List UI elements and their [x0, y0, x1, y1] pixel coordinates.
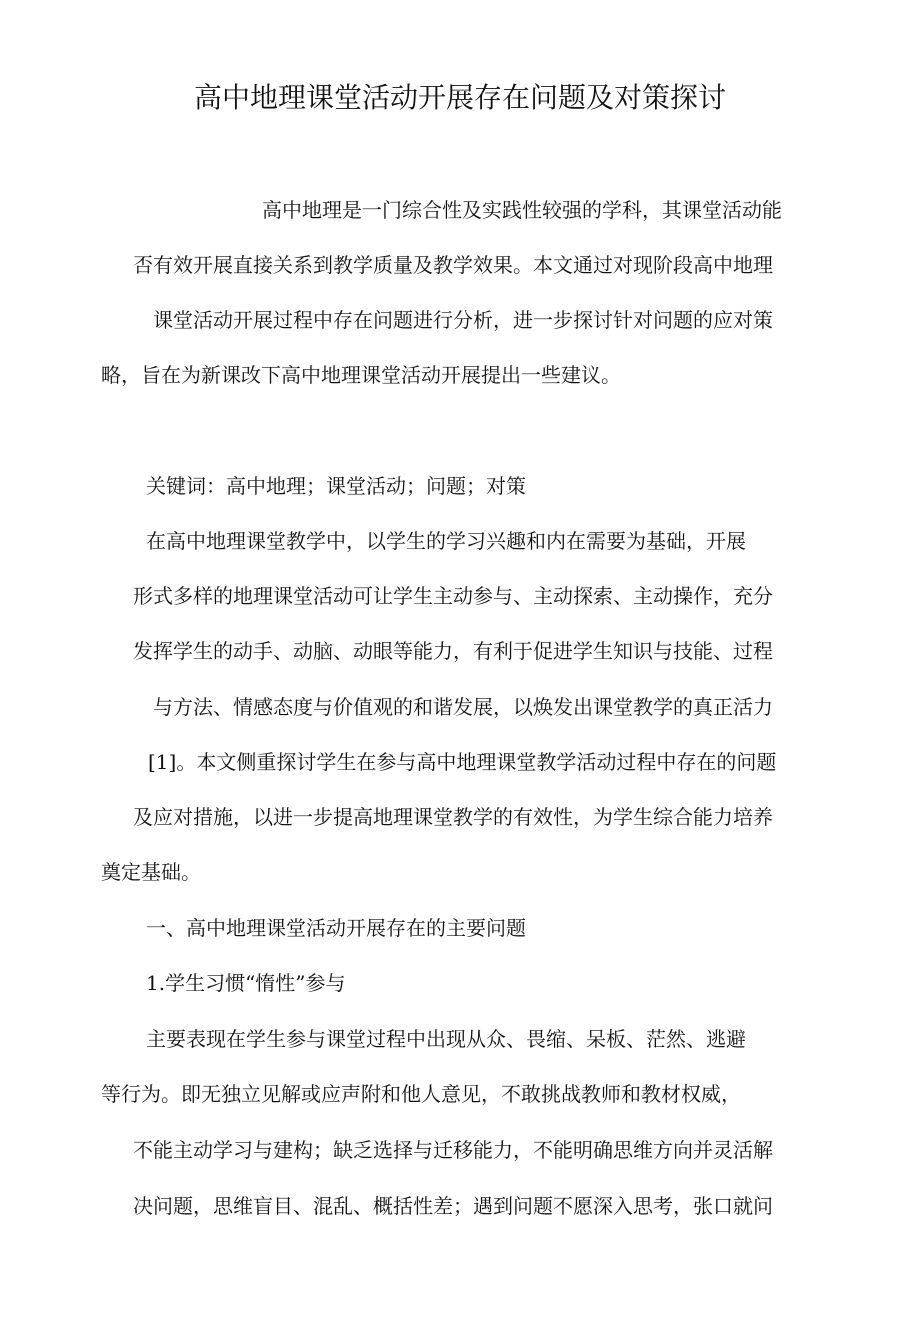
section-1-line-4: 决问题，思维盲目、混乱、概括性差；遇到问题不愿深入思考，张口就问 [133, 1194, 773, 1218]
section-1-line-3: 不能主动学习与建构；缺乏选择与迁移能力，不能明确思维方向并灵活解 [133, 1138, 773, 1162]
intro-line-5: [1]。本文侧重探讨学生在参与高中地理课堂教学活动过程中存在的问题 [148, 750, 777, 774]
section-1-heading: 一、高中地理课堂活动开展存在的主要问题 [146, 916, 526, 940]
intro-line-4: 与方法、情感态度与价值观的和谐发展，以焕发出课堂教学的真正活力 [153, 695, 773, 719]
intro-line-2: 形式多样的地理课堂活动可让学生主动参与、主动探索、主动操作，充分 [133, 584, 773, 608]
section-1-line-2: 等行为。即无独立见解或应声附和他人意见，不敢挑战教师和教材权威， [101, 1082, 741, 1106]
abstract-line-1: 高中地理是一门综合性及实践性较强的学科，其课堂活动能 [262, 198, 782, 222]
abstract-line-2: 否有效开展直接关系到教学质量及教学效果。本文通过对现阶段高中地理 [133, 253, 773, 277]
document-title: 高中地理课堂活动开展存在问题及对策探讨 [193, 81, 726, 114]
keywords-line: 关键词：高中地理；课堂活动；问题；对策 [146, 474, 526, 498]
intro-line-6: 及应对措施，以进一步提高地理课堂教学的有效性，为学生综合能力培养 [133, 805, 773, 829]
abstract-line-3: 课堂活动开展过程中存在问题进行分析，进一步探讨针对问题的应对策 [153, 308, 773, 332]
section-1-line-1: 主要表现在学生参与课堂过程中出现从众、畏缩、呆板、茫然、逃避 [146, 1027, 746, 1051]
intro-line-3: 发挥学生的动手、动脑、动眼等能力，有利于促进学生知识与技能、过程 [133, 639, 773, 663]
abstract-line-4: 略，旨在为新课改下高中地理课堂活动开展提出一些建议。 [101, 363, 621, 387]
intro-line-1: 在高中地理课堂教学中，以学生的学习兴趣和内在需要为基础，开展 [146, 529, 746, 553]
intro-line-7: 奠定基础。 [101, 860, 201, 884]
subsection-1-heading: 1.学生习惯“惰性”参与 [146, 971, 346, 995]
